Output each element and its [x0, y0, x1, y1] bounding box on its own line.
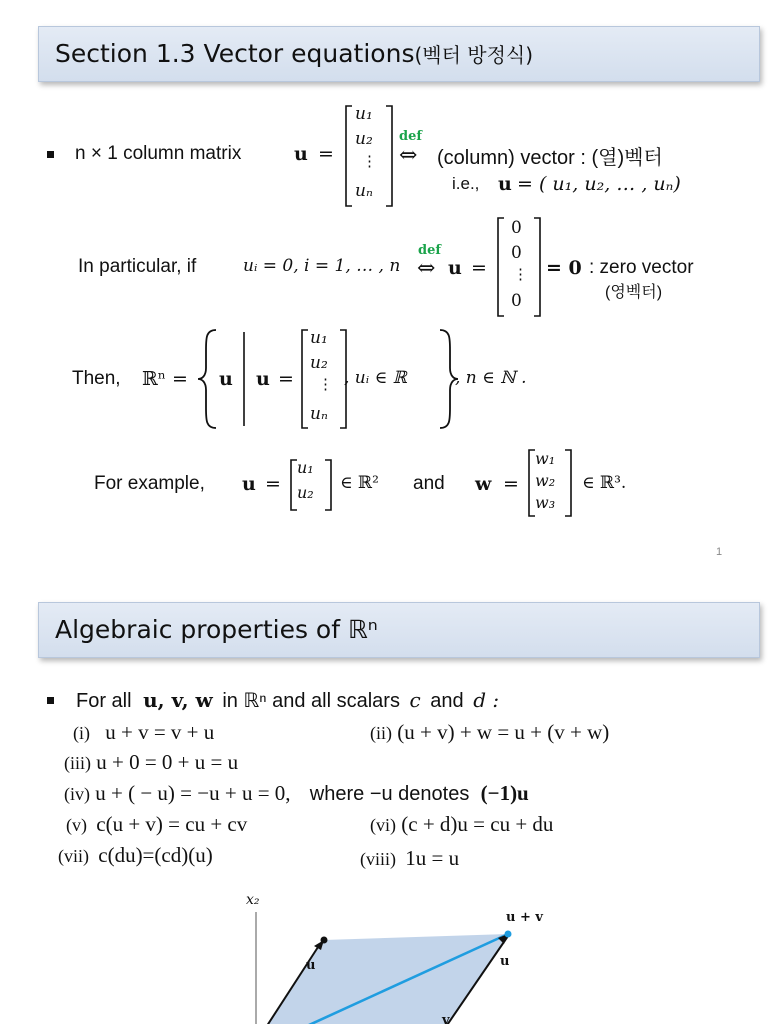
set-matrix-entry-4: uₙ — [310, 404, 328, 424]
zero-vector-eq: = 𝟎 — [546, 257, 582, 279]
properties-intro: For all u, v, w in ℝⁿ and all scalars c and d : — [76, 688, 500, 712]
for-example-label: For example, — [94, 473, 205, 494]
label-v: v — [442, 1013, 450, 1028]
property-v: (v) c(u + v) = cu + cv — [66, 812, 248, 836]
label-u-plus-v: u + v — [506, 910, 543, 925]
iff-arrow-2: ⇔ — [417, 256, 436, 281]
slide-2-title: Algebraic properties of ℝⁿ — [55, 615, 378, 644]
label-u-right: u — [500, 954, 510, 969]
example-in-r3: ∈ ℝ³. — [582, 473, 627, 493]
then-label: Then, — [72, 368, 121, 389]
zero-matrix-entry-3: ⋮ — [513, 265, 528, 283]
and-label: and — [413, 473, 445, 494]
zero-matrix-entry-1: 0 — [511, 218, 522, 238]
bullet — [47, 151, 54, 158]
axis-x2-label: x₂ — [246, 892, 260, 908]
matrix-u-entry-2: u₂ — [355, 129, 373, 149]
page-number: 1 — [716, 546, 723, 558]
zero-equals: = — [471, 257, 487, 279]
intro-d: d : — [473, 688, 500, 712]
example-u-symbol: u — [242, 473, 256, 495]
ie-u-symbol: u — [498, 173, 512, 195]
zero-matrix-entry-2: 0 — [511, 243, 522, 263]
matrix-u-entry-1: u₁ — [355, 104, 373, 124]
example-w-equals: = — [503, 473, 519, 495]
example-w-entry-2: w₂ — [535, 471, 556, 490]
ie-tuple: = ( u₁, u₂, … , uₙ) — [517, 173, 681, 195]
zero-matrix-entry-4: 0 — [511, 291, 522, 311]
set-equals: = — [278, 368, 294, 390]
matrix-u-entry-3: ⋮ — [362, 152, 377, 170]
bullet-2 — [47, 697, 54, 704]
slide-2 — [0, 580, 768, 1028]
slide-2-title-bar — [38, 602, 760, 658]
column-matrix-label: n × 1 column matrix — [75, 143, 242, 164]
set-matrix-entry-1: u₁ — [310, 328, 328, 348]
iff-arrow: ⇔ — [399, 143, 418, 168]
property-ii: (ii) (u + v) + w = u + (v + w) — [370, 720, 610, 744]
zero-vector-korean: (영벡터) — [605, 284, 663, 301]
neg-one-u: (−1)u — [480, 781, 529, 805]
ie-label: i.e., — [452, 174, 480, 193]
slide-1-title: Section 1.3 Vector equations(벡터 방정식) — [55, 39, 534, 68]
zero-u-symbol: u — [448, 257, 462, 279]
slide-1-title-bar — [38, 26, 760, 82]
example-w-entry-1: w₁ — [535, 449, 556, 468]
equals-sign: = — [318, 143, 334, 165]
example-in-r2: ∈ ℝ² — [340, 473, 379, 493]
u-symbol: u — [294, 143, 308, 165]
rn-symbol: ℝⁿ = — [142, 368, 188, 390]
set-condition: , uᵢ ∈ ℝ — [344, 368, 407, 388]
example-w-symbol: w — [475, 473, 492, 495]
property-vi: (vi) (c + d)u = cu + du — [370, 812, 554, 836]
example-w-entry-3: w₃ — [535, 493, 556, 512]
def-label-2: def — [418, 243, 441, 258]
property-iii: (iii) u + 0 = 0 + u = u — [64, 750, 239, 774]
matrix-u-entry-4: uₙ — [355, 181, 373, 201]
slide-1-title-korean: (벡터 방정식) — [414, 43, 534, 67]
property-vii: (vii) c(du)=(cd)(u) — [58, 843, 213, 867]
set-suffix: , n ∈ ℕ . — [455, 368, 527, 388]
example-u-equals: = — [265, 473, 281, 495]
set-u-symbol: u — [219, 368, 233, 390]
where-text: where −u denotes — [309, 783, 470, 805]
label-u-top: u — [306, 958, 316, 973]
example-u-entry-1: u₁ — [297, 458, 314, 477]
set-matrix-entry-2: u₂ — [310, 353, 328, 373]
in-particular-label: In particular, if — [78, 256, 197, 277]
set-u-symbol-2: u — [256, 368, 270, 390]
intro-vars: u, v, w — [143, 688, 213, 712]
set-matrix-entry-3: ⋮ — [318, 375, 333, 393]
property-iv: (iv) u + ( − u) = −u + u = 0, where −u denotes (−1)u — [64, 781, 529, 805]
zero-vector-label: : zero vector — [589, 257, 694, 278]
property-i: (i) u + v = v + u — [73, 720, 215, 744]
column-vector-label: (column) vector : (열)벡터 — [437, 147, 663, 169]
property-viii: (viii) 1u = u — [360, 846, 460, 870]
example-u-entry-2: u₂ — [297, 483, 314, 502]
def-label: def — [399, 129, 422, 144]
intro-c: c — [409, 688, 421, 712]
particular-condition: uᵢ = 0, i = 1, … , n — [243, 256, 401, 276]
